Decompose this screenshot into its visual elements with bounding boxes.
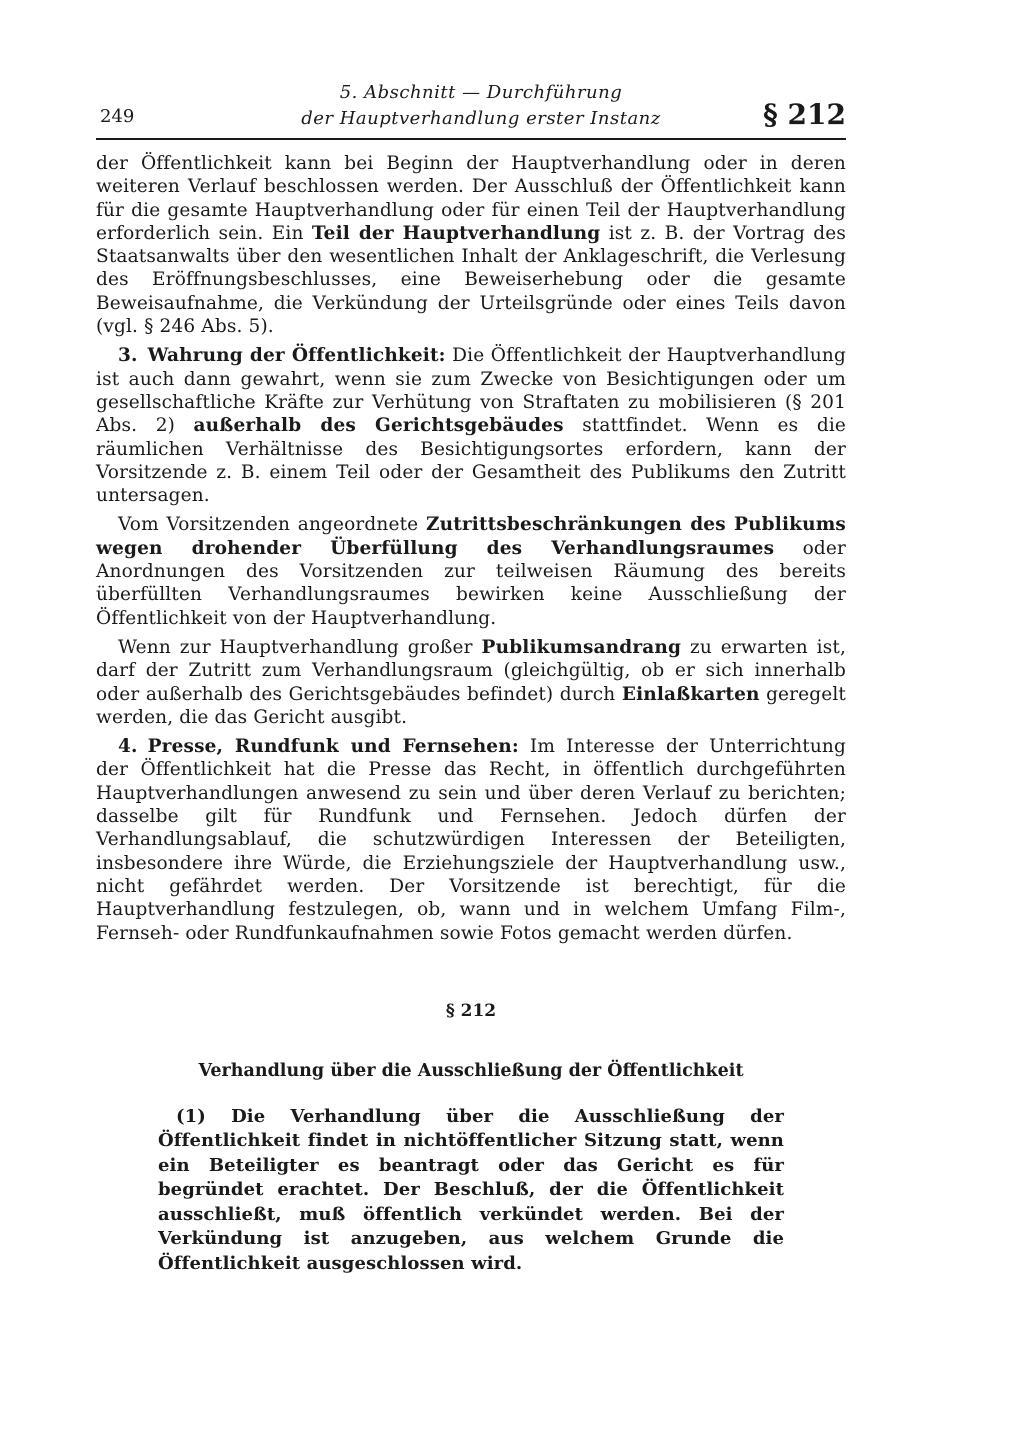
paragraph-number: 4.: [118, 736, 138, 758]
paragraph-text: zu erwarten ist, darf der Zutritt zum Verhandlungsraum (gleichgültig, ob er sich innerhalb oder außerhalb des Gerichtsgebäudes befindet) durch: [96, 636, 846, 705]
paragraph-number: 3.: [118, 345, 138, 367]
paragraph-presse: [96, 735, 846, 945]
emphasis-term: Publikumsandrang: [481, 636, 682, 658]
emphasis-term: außerhalb des Gerichtsgebäudes: [193, 415, 564, 437]
paragraph-wahrung: [96, 344, 846, 507]
statute-title: Verhandlung über die Ausschließung der Öffentlichkeit: [198, 1060, 744, 1081]
section-title-line-2: der Hauptverhandlung erster Instanz: [301, 108, 661, 129]
emphasis-term: Teil der Hauptverhandlung: [311, 222, 601, 244]
paragraph-text: Vom Vorsitzenden angeordnete: [118, 514, 426, 536]
commentary-body: [96, 152, 846, 945]
paragraph-zutrittsbeschraenkungen: [96, 513, 846, 629]
running-header: [96, 76, 846, 140]
paragraph-text: ist z. B. der Vortrag des Staatsanwalts über den wesentlichen Inhalt der Anklageschrift, die Verlesung des Eröffnungsbeschlusses, eine Beweiserhebung oder die gesamte Beweisaufnahme, die Verkündung der Urteilsgründe oder eines Teils davon (vgl. § 246 Abs. 5).: [96, 222, 847, 338]
document-page: [96, 76, 846, 1276]
section-mark: § 212: [763, 98, 846, 131]
paragraph-text: der Öffentlichkeit kann bei Beginn der Hauptverhandlung oder in deren weiteren Verlauf beschlossen werden. Der Ausschluß der Öffentlichkeit kann für die gesamte Hauptverhandlung oder für einen Teil der Hauptverhandlung erforderlich sein. Ein: [96, 153, 846, 244]
paragraph-continuation: [96, 152, 846, 338]
paragraph-heading: Wahrung der Öffentlichkeit:: [147, 345, 446, 367]
paragraph-text: stattfindet. Wenn es die räumlichen Verhältnisse des Besichtigungsortes erfordern, kann der Vorsitzende z. B. einem Teil oder der Gesamtheit des Publikums den Zutritt untersagen.: [96, 415, 846, 507]
statute-text: (1) Die Verhandlung über die Ausschließung der Öffentlichkeit findet in nichtöffentlicher Sitzung statt, wenn ein Beteiligter es beantragt oder das Gericht es für begründet erachtet. Der Beschluß, der die Öffentlichkeit ausschließt, muß öffentlich verkündet werden. Bei der Verkündung ist anzugeben, aus welchem Grunde die Öffentlichkeit ausgeschlossen wird.: [158, 1105, 784, 1274]
paragraph-text: oder Anordnungen des Vorsitzenden zur teilweisen Räumung des bereits überfüllten Verhandlungsraumes bewirken keine Ausschließung der Öffentlichkeit von der Hauptverhandlung.: [96, 537, 846, 629]
paragraph-text: geregelt werden, die das Gericht ausgibt.: [96, 683, 846, 728]
statute-section-heading: § 212: [445, 1000, 497, 1021]
section-title: [271, 80, 691, 132]
paragraph-text: Die Öffentlichkeit der Hauptverhandlung ist auch dann gewahrt, wenn sie zum Zwecke von Besichtigungen oder um gesellschaftliche Kräfte zur Verhütung von Straftaten zu mobilisieren (§ 201 Abs. 2): [96, 345, 846, 437]
emphasis-term: Einlaßkarten: [621, 683, 760, 705]
emphasis-term: Zutrittsbeschränkungen des Publikums wegen drohender Überfüllung des Verhandlungsraumes: [96, 514, 846, 559]
paragraph-text: Im Interesse der Unterrichtung der Öffentlichkeit hat die Presse das Recht, in öffentlich durchgeführten Hauptverhandlungen anwesend zu sein und über deren Verlauf zu berichten; dasselbe gilt für Rundfunk und Fernsehen. Jedoch dürfen der Verhandlungsablauf, die schutzwürdigen Interessen der Beteiligten, insbesondere ihre Würde, die Erziehungsziele der Hauptverhandlung usw., nicht gefährdet werden. Der Vorsitzende ist berechtigt, für die Hauptverhandlung festzulegen, ob, wann und in welchem Umfang Film-, Fernseh- oder Rundfunkaufnahmen sowie Fotos gemacht werden dürfen.: [96, 736, 846, 944]
paragraph-publikumsandrang: [96, 636, 846, 729]
paragraph-text: Wenn zur Hauptverhandlung großer: [118, 636, 482, 658]
section-title-line-1: 5. Abschnitt — Durchführung: [339, 82, 623, 103]
page-number: 249: [100, 106, 135, 127]
paragraph-heading: Presse, Rundfunk und Fernsehen:: [147, 736, 519, 758]
